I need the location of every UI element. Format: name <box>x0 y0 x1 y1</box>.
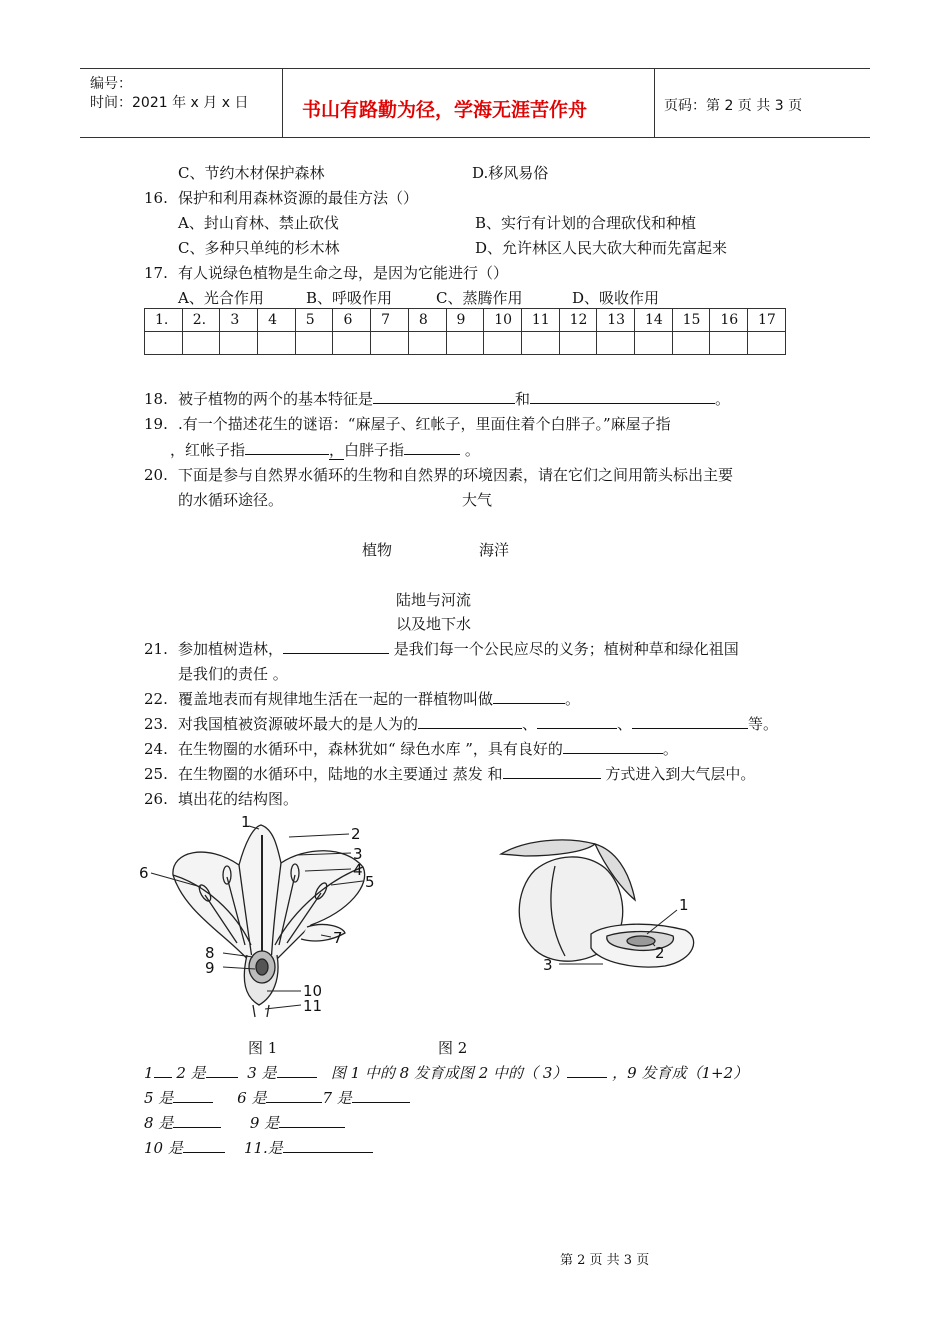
question-number: 17. <box>144 264 168 282</box>
answer-blank[interactable] <box>154 1063 172 1078</box>
question-text: 填出花的结构图。 <box>178 790 299 808</box>
answer-table-header-cell: 10 <box>484 309 522 332</box>
answer-blank[interactable] <box>493 689 565 704</box>
answer-blank[interactable] <box>245 440 329 455</box>
answer-cell[interactable] <box>333 332 371 355</box>
question-23 <box>144 713 778 734</box>
cycle-atmosphere: 大气 <box>462 491 493 509</box>
fruit-structure-figure <box>495 830 705 990</box>
answer-cell[interactable] <box>521 332 559 355</box>
fill-label: 图 1 中的 8 发育成图 2 中的（ 3） <box>330 1064 568 1082</box>
fig1-label-11: 11 <box>303 997 323 1015</box>
question-text: 被子植物的两个的基本特征是 <box>178 390 374 408</box>
answer-table-header-cell: 15 <box>672 309 710 332</box>
answer-table-header-cell: 11 <box>521 309 559 332</box>
question-number: 23. <box>144 715 168 733</box>
question-text: 参加植树造林， <box>178 640 284 658</box>
question-number: 26. <box>144 790 168 808</box>
answer-table <box>144 308 786 355</box>
fill-row-1 <box>144 1062 748 1083</box>
question-number: 18. <box>144 390 168 408</box>
fill-label: 5 是 <box>144 1089 174 1107</box>
header-divider <box>282 69 283 137</box>
cycle-ocean: 海洋 <box>479 541 510 559</box>
fig2-label-2: 2 <box>655 944 665 962</box>
answer-table-header-cell: 16 <box>710 309 748 332</box>
answer-table-header-cell: 6 <box>333 309 371 332</box>
q16-option-d: D、允许林区人民大砍大种而先富起来 <box>475 239 728 257</box>
fig1-label-4: 4 <box>353 861 363 879</box>
answer-cell[interactable] <box>597 332 635 355</box>
fig1-label-8: 8 <box>205 944 215 962</box>
answer-table-header-cell: 14 <box>634 309 672 332</box>
code-label: 编号： <box>90 76 132 92</box>
answer-blank[interactable] <box>563 739 663 754</box>
fig1-label-5: 5 <box>365 873 375 891</box>
question-number: 20. <box>144 466 168 484</box>
header-divider <box>654 69 655 137</box>
question-number: 16. <box>144 189 168 207</box>
question-text: 、 <box>617 715 633 733</box>
question-text: 覆盖地表而有规律地生活在一起的一群植物叫做 <box>178 690 494 708</box>
fig1-label-1: 1 <box>241 815 251 831</box>
answer-cell[interactable] <box>446 332 484 355</box>
answer-table-header-cell: 9 <box>446 309 484 332</box>
fill-row-4 <box>144 1137 373 1158</box>
question-16 <box>144 187 418 208</box>
answer-blank[interactable] <box>418 714 522 729</box>
question-20-line2: 的水循环途径。 <box>178 491 284 509</box>
answer-blank[interactable] <box>404 440 460 455</box>
cycle-land-line1: 陆地与河流 <box>396 591 472 609</box>
fill-label: ，9 发育成（1+2） <box>612 1064 749 1082</box>
answer-blank[interactable] <box>206 1063 238 1078</box>
answer-blank[interactable] <box>173 1088 213 1103</box>
question-text: 对我国植被资源破坏最大的是人为的 <box>178 715 419 733</box>
answer-blank[interactable] <box>266 1088 322 1103</box>
answer-blank[interactable] <box>503 764 601 779</box>
question-22 <box>144 688 580 709</box>
answer-cell[interactable] <box>484 332 522 355</box>
q16-option-a: A、封山育林、禁止砍伐 <box>178 214 339 232</box>
question-text: 、 <box>522 715 538 733</box>
fig1-label-9: 9 <box>205 959 215 977</box>
answer-table-header-cell: 5 <box>295 309 333 332</box>
fig1-label-6: 6 <box>139 864 149 882</box>
question-text: 和 <box>515 390 531 408</box>
answer-cell[interactable] <box>182 332 220 355</box>
question-25 <box>144 763 755 784</box>
answer-blank[interactable] <box>279 1113 345 1128</box>
question-text: .有一个描述花生的谜语：“麻屋子、红帐子，里面住着个白胖子。”麻屋子指 <box>178 415 671 433</box>
answer-cell[interactable] <box>748 332 786 355</box>
q16-option-c: C、多种只单纯的杉木林 <box>178 239 340 257</box>
question-text: 。 <box>464 441 480 459</box>
fig1-label-7: 7 <box>333 929 343 947</box>
time-label: 时间：2021 年 x 月 x 日 <box>90 95 249 111</box>
answer-blank[interactable] <box>173 1113 221 1128</box>
question-number: 25. <box>144 765 168 783</box>
answer-cell[interactable] <box>220 332 258 355</box>
q17-option-a: A、光合作用 <box>178 289 264 307</box>
cycle-land-line2: 以及地下水 <box>396 615 472 633</box>
answer-table-header-cell: 3 <box>220 309 258 332</box>
answer-table-header-cell: 7 <box>371 309 409 332</box>
answer-cell[interactable] <box>295 332 333 355</box>
fig1-label-3: 3 <box>353 845 363 863</box>
fill-label: 10 是 <box>144 1139 183 1157</box>
answer-blank[interactable] <box>283 639 389 654</box>
fill-label: 9 是 <box>249 1114 280 1132</box>
question-text: 。 <box>565 690 581 708</box>
answer-blank[interactable] <box>537 714 617 729</box>
question-text: 等。 <box>748 715 779 733</box>
answer-cell[interactable] <box>371 332 409 355</box>
fill-label: 2 是 <box>176 1064 206 1082</box>
question-number: 24. <box>144 740 168 758</box>
answer-cell[interactable] <box>710 332 748 355</box>
question-19 <box>144 413 671 434</box>
answer-blank[interactable] <box>567 1063 607 1078</box>
question-text: 。 <box>662 740 678 758</box>
q17-option-c: C、蒸腾作用 <box>436 289 523 307</box>
q17-option-b: B、呼吸作用 <box>306 289 393 307</box>
question-number: 19. <box>144 415 168 433</box>
question-number: 22. <box>144 690 168 708</box>
motto: 书山有路勤为径，学海无涯苦作舟 <box>302 99 588 121</box>
question-text: 在生物圈的水循环中，陆地的水主要通过 蒸发 和 <box>178 765 503 783</box>
answer-blank[interactable] <box>632 714 748 729</box>
page-label: 页码：第 2 页 共 3 页 <box>664 98 803 114</box>
flower-structure-figure <box>135 815 385 1020</box>
fill-label: 8 是 <box>144 1114 174 1132</box>
question-21 <box>144 638 739 659</box>
answer-table-header-cell: 8 <box>408 309 446 332</box>
figure-1-caption: 图 1 <box>248 1039 278 1057</box>
answer-blank[interactable] <box>277 1063 317 1078</box>
answer-cell[interactable] <box>672 332 710 355</box>
cycle-plant: 植物 <box>362 541 393 559</box>
answer-cell[interactable] <box>634 332 672 355</box>
question-21-line2: 是我们的责任 。 <box>178 665 288 683</box>
question-text: 。 <box>715 390 731 408</box>
fill-row-2 <box>144 1087 410 1108</box>
question-18 <box>144 388 730 409</box>
answer-cell[interactable] <box>559 332 597 355</box>
answer-cell[interactable] <box>408 332 446 355</box>
answer-cell[interactable] <box>258 332 296 355</box>
page-footer: 第 2 页 共 3 页 <box>560 1253 650 1268</box>
answer-table-header-cell: 2. <box>182 309 220 332</box>
question-19-line2 <box>170 439 480 460</box>
fill-row-3 <box>144 1112 345 1133</box>
question-text: ， <box>329 441 345 459</box>
fig1-label-2: 2 <box>351 825 361 843</box>
question-20 <box>144 464 733 485</box>
answer-blank[interactable] <box>530 389 715 404</box>
fill-label: 6 是 <box>237 1089 267 1107</box>
question-stem: 有人说绿色植物是生命之母，是因为它能进行（） <box>178 264 509 282</box>
question-26 <box>144 788 298 809</box>
answer-table-header-row <box>145 309 786 332</box>
question-stem: 保护和利用森林资源的最佳方法（） <box>178 189 419 207</box>
fig2-label-3: 3 <box>543 956 553 974</box>
answer-table-header-cell: 13 <box>597 309 635 332</box>
fig1-label-10: 10 <box>303 982 323 1000</box>
question-text: 是我们每一个公民应尽的义务；植树种草和绿化祖国 <box>393 640 739 658</box>
question-17 <box>144 262 508 283</box>
question-number: 21. <box>144 640 168 658</box>
question-text: 白胖子指 <box>344 441 405 459</box>
answer-blank[interactable] <box>373 389 515 404</box>
q16-option-b: B、实行有计划的合理砍伐和种植 <box>475 214 697 232</box>
question-text: 方式进入到大气层中。 <box>605 765 756 783</box>
fill-label: 1 <box>144 1064 154 1082</box>
fill-label: 3 是 <box>247 1064 277 1082</box>
answer-table-header-cell: 12 <box>559 309 597 332</box>
q15-option-d: D.移风易俗 <box>472 164 549 182</box>
figure-2-caption: 图 2 <box>438 1039 468 1057</box>
page-header <box>80 68 870 138</box>
answer-table-header-cell: 1. <box>145 309 183 332</box>
q15-option-c: C、节约木材保护森林 <box>178 164 325 182</box>
fig2-label-1: 1 <box>679 896 689 914</box>
question-text: 在生物圈的水循环中，森林犹如“ 绿色水库 ”，具有良好的 <box>178 740 563 758</box>
fill-label: 11.是 <box>243 1139 283 1157</box>
question-text: 下面是参与自然界水循环的生物和自然界的环境因素，请在它们之间用箭头标出主要 <box>178 466 734 484</box>
answer-table-header-cell: 4 <box>258 309 296 332</box>
fill-label: 7 是 <box>322 1089 352 1107</box>
answer-blank[interactable] <box>283 1138 373 1153</box>
question-text: ，红帐子指 <box>170 441 246 459</box>
answer-table-answer-row <box>145 332 786 355</box>
answer-blank[interactable] <box>352 1088 410 1103</box>
q17-option-d: D、吸收作用 <box>572 289 660 307</box>
question-24 <box>144 738 678 759</box>
answer-table-header-cell: 17 <box>748 309 786 332</box>
answer-cell[interactable] <box>145 332 183 355</box>
answer-blank[interactable] <box>183 1138 225 1153</box>
